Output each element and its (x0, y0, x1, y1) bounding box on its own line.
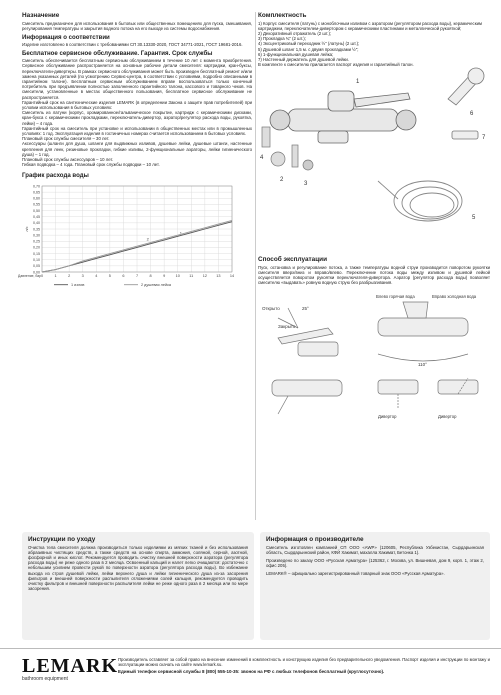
warranty-text-5: Аксессуары (шланги для душа, шланги для выдвижных изливов, душевые лейки, душевые штанги, настенные крепления для леек, резиновые прокладки, гибкие изливы, 2-функциональные аэраторы, лейки гигиенического душа) – 1 год. (22, 141, 252, 157)
y-tick-label: 0,60 (33, 196, 40, 201)
y-tick-label: 0,00 (33, 270, 40, 275)
column-divider (255, 12, 256, 520)
x-tick-label: 9 (163, 274, 166, 279)
open-label: Открыто (262, 305, 280, 311)
maker-title: Информация о производителе (266, 536, 364, 543)
kit-note: В комплекте к смесителю прилагается паспорт изделия и гарантийный талон. (258, 62, 414, 68)
warranty-text-3: Гарантийный срок на смеситель при установке и использовании в общественных местах или в промышленных условиях: 1 год. Эксплуатация изделия в гостиничных номерах считается использованием в бытовых условиях. (22, 125, 252, 136)
care-text: Очистка тела смесителя должна производиться только изделиями из мягких тканей и без использования абразивных чистящих средств, а также средств на основе спирта, аммония, соляной, серной, азотной, фосфорной и иных кислот. Рекомендуется проводить очистку внешней поверхности аэратора (регулятора расхода воды) не реже одного раза в 2 месяца. Освоенный кальций и налет легко очищаются: достаточно с небольшим усилием провести рукой по поверхности аэратора (регулятора расхода воды). Во избежание выхода из строя душевой лейки, лейки верхнего душа и лейки гигиенического душа из-за засорения фильтров и внешней поверхности распылителя отложениями солей кальция, рекомендуется проводить очистку фильтров и внешней поверхности распылителя лейки не реже одного раза в 2 месяца или по мере засорения. (28, 544, 248, 592)
part-label: 7 (482, 135, 486, 142)
kit-item: 4) Эксцентриковый переходник ½" (латунь) (2 шт.); (258, 41, 360, 47)
x-axis-label: Давление, бар (18, 274, 41, 279)
y-tick-label: 0,40 (33, 221, 40, 226)
warranty-text-4: Плановый срок службы смесителя – 30 лет. (22, 136, 110, 142)
kit-title: Комплектность (258, 12, 307, 19)
compliance-title: Информация о соответствии (22, 33, 110, 41)
angle-label: 25° (302, 305, 309, 311)
x-tick-label: 5 (108, 274, 111, 279)
closed-label: Закрыто (278, 323, 296, 329)
service-text: Смеситель обеспечивается бесплатным сервисным обслуживанием в течение 10 лет с момента приобретения. Сервисное обслуживание распространяется на основные рабочие детали смесителя: картриджи, кран-буксы, переключатели-дивертеры. В рамках сервисного обслуживания может быть произведен бесплатный ремонт и/или замена указанных деталей (по усмотрению Сервис-центра, в соответствии с условиями, подробно описанными в гарантийном талоне). Бесплатным сервисным обслуживанием вправе воспользоваться только конечный потребитель при предъявлении полностью заполненного гарантийного талона, кассового и товарного чеков. На смесители, установленные в местах общественного пользования, бесплатное сервисное обслуживание не распространяется. (22, 58, 252, 100)
warranty-text-6: Плановый срок службы аксессуаров – 10 лет. (22, 156, 114, 162)
purpose-text: Смеситель предназначен для использования в бытовых или общественных помещениях для пуска, смешивания, регулирования температуры и закрытия водного потока на его выходе из системы водоснабжения. (22, 20, 252, 31)
legend-label: 2 душевая лейка (141, 283, 171, 288)
x-tick-label: 8 (149, 274, 152, 279)
kit-item: 2) Декоративный отражатель (2 шт.); (258, 30, 332, 36)
flow-chart (18, 180, 248, 300)
warranty-text-7: Гибкая подводка – 4 года. Плановый срок службы подводки – 10 лет. (22, 162, 160, 168)
kit-item: 3) Прокладка ¾" (2 шт.); (258, 36, 306, 42)
kit-item: 6) 1-функциональная душевая лейка; (258, 51, 334, 57)
y-tick-label: 0,15 (33, 252, 40, 257)
warranty-text-2: Смеситель из латуни (корпус, хромированное/гальваническое покрытие, картридж с керамическими дисками, кран-букса с керамическими прокладками, переключатель-дивертор, аэратор/регулятор расхода воды, рукоятка, лейки) – 4 года. (22, 110, 252, 126)
legend-label: 1 излив (71, 283, 85, 288)
purpose-title: Назначение (22, 12, 60, 19)
y-tick-label: 0,55 (33, 203, 40, 208)
footer-phone: Единый телефон сервисной службы 8 (800) 555-10-35: звонок на РФ с любых телефонов бесплатный (круглосуточно). (118, 669, 385, 674)
cold-label: Вправо холодная вода (432, 293, 477, 299)
brand-sub: bathroom equipment (22, 676, 68, 682)
x-tick-label: 0 (40, 274, 44, 279)
service-title: Бесплатное сервисное обслуживание. Гарантия. Срок службы (22, 50, 213, 58)
x-tick-label: 7 (135, 274, 139, 279)
maker-text-1: Смеситель изготовлен компанией СП ООО «AWP» (120605, Республика Узбекистан, Сырдарьинская область, Сырдарьинский район, КФЙ Хакимат, махалла Хакимат, Бетонка 1). (266, 544, 484, 555)
part-label: 4 (260, 155, 264, 162)
series-label: 1 (179, 230, 182, 236)
part-label: 1 (356, 79, 360, 86)
right-column (258, 12, 490, 433)
x-tick-label: 14 (229, 274, 235, 279)
y-tick-label: 0,10 (33, 258, 40, 263)
y-tick-label: 0,30 (33, 233, 40, 238)
kit-item: 1) Корпус смесителя (латунь) с моноблочным изливом с аэратором (регулятором расхода воды), керамическим картриджем, переключателем-дивертором с керамическими пластинами и металлической рукояткой; (258, 20, 482, 31)
mixer-body-drawing (270, 91, 416, 143)
y-tick-label: 0,20 (33, 246, 40, 251)
diverter-label-1: Дивертор (378, 413, 397, 419)
y-tick-label: 0,35 (33, 227, 40, 232)
kit-item: 5) Душевой шланг 1,5 м. с двумя прокладками ½"; (258, 46, 359, 52)
x-tick-label: 2 (68, 274, 71, 279)
footer-text: Производитель оставляет за собой право на внесение изменений в комплектность и конструкцию изделия без предварительного уведомления. Паспорт изделия и инструкции по монтажу и эксплуатации можно скачать на сайте www.lemark.su. (118, 657, 490, 667)
part-label: 5 (472, 215, 476, 222)
hand-shower-drawing (448, 68, 486, 142)
x-tick-label: 13 (216, 274, 221, 279)
usage-title: Способ эксплуатации (258, 256, 328, 264)
x-tick-label: 11 (189, 274, 194, 279)
lever-side-diagram (278, 305, 338, 356)
brand-logo (22, 655, 118, 682)
hot-label: Влево горячая вода (376, 293, 415, 299)
y-tick-label: 0,45 (33, 215, 40, 220)
x-tick-label: 1 (54, 274, 57, 279)
y-tick-label: 0,05 (33, 264, 40, 269)
compliance-text: Изделие изготовлено в соответствии с требованиями СП 30.13330-2020, ГОСТ 34771-2021, ГОСТ 19681-2016. (22, 41, 243, 47)
diverter-label-2: Дивертор (438, 413, 457, 419)
footer (0, 648, 501, 695)
info-boxes (0, 532, 501, 642)
maker-text-2: Произведено по заказу ООО «Русская Арматура» (125362, г. Москва, ул. Вишневая, дом 9, корп. 1, этаж 2, офис 205). (266, 557, 484, 569)
diverter-diagrams (272, 378, 478, 414)
usage-diagram (258, 288, 490, 428)
part-label: 3 (304, 181, 308, 188)
kit-list (258, 21, 490, 63)
part-label: 6 (470, 111, 474, 118)
care-title: Инструкции по уходу (28, 536, 96, 543)
maker-text-3: LEMARK® – официально зарегистрированный товарный знак ООО «Русская Арматура». (266, 571, 445, 577)
usage-text: Пуск, остановка и регулирование потока, а также температуры водной струи производится поворотом рукоятки смесителя вверх/вниз и вправо/влево. Переключение потока воды между изливом и душевой лейкой осуществляется поворотом рукоятки переключателя-дивертора. Аэратор (регулятор расхода воды) позволяет смесителю «выдавать» ровную водную струю без разбрызгивания. (258, 264, 490, 286)
part-label: 2 (280, 177, 284, 184)
y-tick-label: 0,25 (33, 239, 40, 244)
x-tick-label: 6 (122, 274, 125, 279)
footer-text-block (118, 657, 490, 674)
kit-item: 7) Настенный держатель для душевой лейки. (258, 56, 349, 62)
x-tick-label: 10 (175, 274, 180, 279)
y-axis-label: л/с (25, 226, 29, 232)
brand-name: LEMARK (22, 655, 118, 677)
y-tick-label: 0,70 (33, 184, 40, 189)
warranty-text-1: Гарантийный срок на сантехнические изделия LEMARK (в определении Закона о защите прав потребителей) при условии использования в бытовых условиях: (22, 99, 252, 110)
series-label: 2 (146, 236, 149, 242)
eccentric-parts-drawing (262, 127, 313, 170)
y-tick-label: 0,50 (33, 209, 40, 214)
x-tick-label: 3 (81, 274, 84, 279)
x-tick-label: 4 (95, 274, 98, 279)
rotation-label: 110° (418, 361, 427, 367)
y-tick-label: 0,65 (33, 190, 40, 195)
care-box (22, 532, 254, 640)
left-column (18, 12, 252, 305)
chart-title: График расхода воды (22, 172, 89, 180)
maker-box (260, 532, 490, 640)
rotation-diagram (378, 302, 468, 361)
parts-illustration (258, 69, 490, 249)
shower-hose-drawing (378, 181, 462, 221)
x-tick-label: 12 (202, 274, 207, 279)
